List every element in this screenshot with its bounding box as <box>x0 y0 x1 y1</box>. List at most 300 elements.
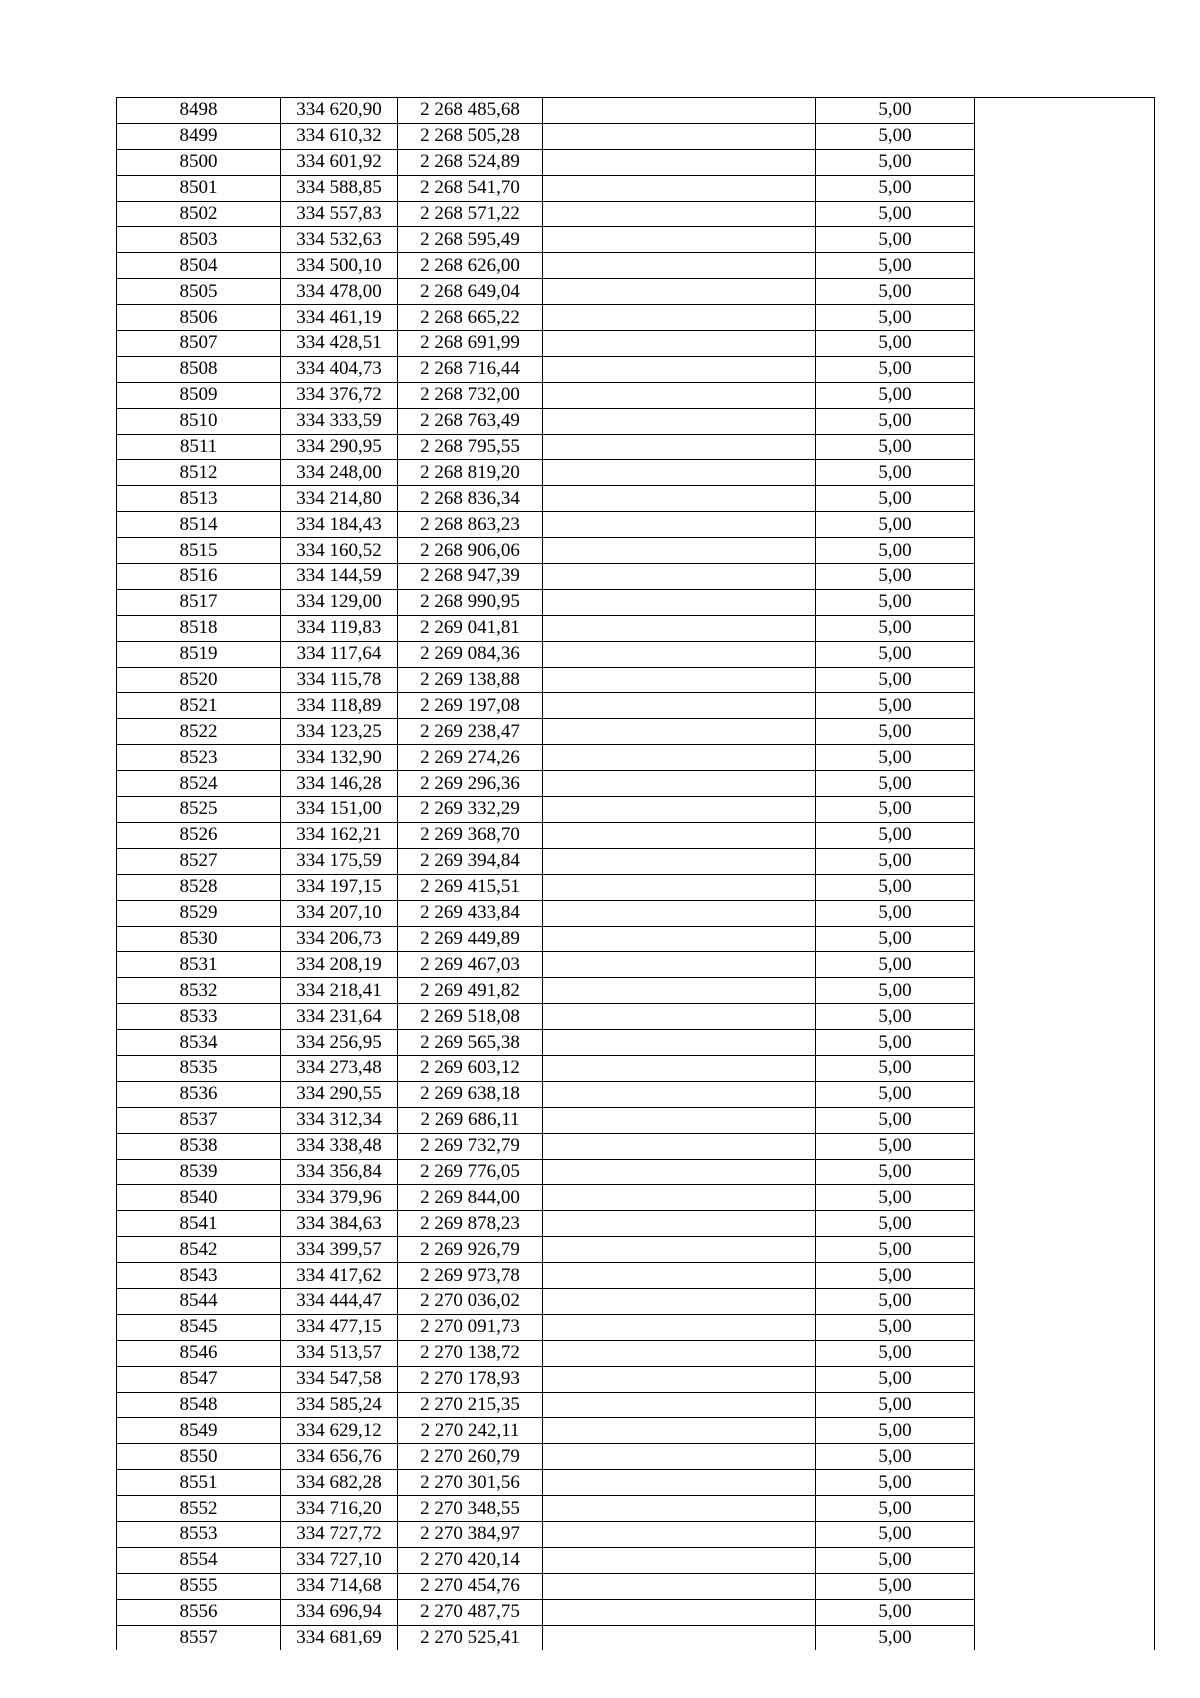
accuracy-cell: 5,00 <box>816 1133 975 1159</box>
y-coordinate-cell: 2 269 973,78 <box>398 1263 543 1289</box>
y-coordinate-cell: 2 268 732,00 <box>398 382 543 408</box>
y-coordinate-cell: 2 270 091,73 <box>398 1314 543 1340</box>
x-coordinate-cell: 334 477,15 <box>281 1314 398 1340</box>
table-row <box>117 1418 1155 1444</box>
table-row <box>117 1547 1155 1573</box>
y-coordinate-cell: 2 268 626,00 <box>398 253 543 279</box>
table-row <box>117 331 1155 357</box>
accuracy-cell: 5,00 <box>816 175 975 201</box>
accuracy-cell: 5,00 <box>816 900 975 926</box>
accuracy-cell: 5,00 <box>816 434 975 460</box>
x-coordinate-cell: 334 727,10 <box>281 1547 398 1573</box>
empty-cell <box>975 227 1155 253</box>
y-coordinate-cell: 2 268 649,04 <box>398 279 543 305</box>
empty-cell <box>543 952 816 978</box>
table-row <box>117 1133 1155 1159</box>
accuracy-cell: 5,00 <box>816 486 975 512</box>
point-number-cell: 8498 <box>117 98 281 124</box>
table-row <box>117 175 1155 201</box>
y-coordinate-cell: 2 269 638,18 <box>398 1081 543 1107</box>
coordinates-table-body <box>117 98 1155 1651</box>
y-coordinate-cell: 2 269 274,26 <box>398 745 543 771</box>
empty-cell <box>975 952 1155 978</box>
table-row <box>117 1211 1155 1237</box>
x-coordinate-cell: 334 399,57 <box>281 1237 398 1263</box>
x-coordinate-cell: 334 404,73 <box>281 356 398 382</box>
accuracy-cell: 5,00 <box>816 771 975 797</box>
empty-cell <box>543 1340 816 1366</box>
point-number-cell: 8516 <box>117 564 281 590</box>
empty-cell <box>975 1055 1155 1081</box>
empty-cell <box>975 1159 1155 1185</box>
x-coordinate-cell: 334 115,78 <box>281 667 398 693</box>
point-number-cell: 8529 <box>117 900 281 926</box>
x-coordinate-cell: 334 379,96 <box>281 1185 398 1211</box>
empty-cell <box>543 667 816 693</box>
x-coordinate-cell: 334 123,25 <box>281 719 398 745</box>
y-coordinate-cell: 2 270 525,41 <box>398 1625 543 1650</box>
x-coordinate-cell: 334 601,92 <box>281 149 398 175</box>
point-number-cell: 8506 <box>117 305 281 331</box>
table-row <box>117 1599 1155 1625</box>
table-row <box>117 253 1155 279</box>
x-coordinate-cell: 334 588,85 <box>281 175 398 201</box>
table-row <box>117 615 1155 641</box>
accuracy-cell: 5,00 <box>816 1547 975 1573</box>
table-row <box>117 356 1155 382</box>
point-number-cell: 8524 <box>117 771 281 797</box>
accuracy-cell: 5,00 <box>816 1340 975 1366</box>
x-coordinate-cell: 334 417,62 <box>281 1263 398 1289</box>
y-coordinate-cell: 2 270 178,93 <box>398 1366 543 1392</box>
y-coordinate-cell: 2 269 332,29 <box>398 797 543 823</box>
x-coordinate-cell: 334 585,24 <box>281 1392 398 1418</box>
x-coordinate-cell: 334 231,64 <box>281 1004 398 1030</box>
empty-cell <box>543 1237 816 1263</box>
point-number-cell: 8545 <box>117 1314 281 1340</box>
empty-cell <box>543 1081 816 1107</box>
table-row <box>117 305 1155 331</box>
y-coordinate-cell: 2 269 296,36 <box>398 771 543 797</box>
table-row <box>117 1107 1155 1133</box>
empty-cell <box>975 1340 1155 1366</box>
accuracy-cell: 5,00 <box>816 98 975 124</box>
empty-cell <box>975 1004 1155 1030</box>
point-number-cell: 8543 <box>117 1263 281 1289</box>
point-number-cell: 8547 <box>117 1366 281 1392</box>
empty-cell <box>975 615 1155 641</box>
table-row <box>117 771 1155 797</box>
point-number-cell: 8556 <box>117 1599 281 1625</box>
empty-cell <box>975 253 1155 279</box>
empty-cell <box>543 1263 816 1289</box>
accuracy-cell: 5,00 <box>816 719 975 745</box>
empty-cell <box>543 434 816 460</box>
x-coordinate-cell: 334 206,73 <box>281 926 398 952</box>
y-coordinate-cell: 2 270 420,14 <box>398 1547 543 1573</box>
table-row <box>117 279 1155 305</box>
empty-cell <box>543 486 816 512</box>
empty-cell <box>975 771 1155 797</box>
y-coordinate-cell: 2 270 348,55 <box>398 1496 543 1522</box>
accuracy-cell: 5,00 <box>816 978 975 1004</box>
y-coordinate-cell: 2 269 415,51 <box>398 874 543 900</box>
empty-cell <box>975 1366 1155 1392</box>
empty-cell <box>543 1107 816 1133</box>
y-coordinate-cell: 2 268 665,22 <box>398 305 543 331</box>
table-row <box>117 201 1155 227</box>
y-coordinate-cell: 2 269 732,79 <box>398 1133 543 1159</box>
empty-cell <box>975 149 1155 175</box>
empty-cell <box>543 1133 816 1159</box>
empty-cell <box>975 1521 1155 1547</box>
empty-cell <box>975 978 1155 1004</box>
accuracy-cell: 5,00 <box>816 693 975 719</box>
point-number-cell: 8536 <box>117 1081 281 1107</box>
point-number-cell: 8551 <box>117 1470 281 1496</box>
y-coordinate-cell: 2 269 041,81 <box>398 615 543 641</box>
x-coordinate-cell: 334 557,83 <box>281 201 398 227</box>
accuracy-cell: 5,00 <box>816 1444 975 1470</box>
accuracy-cell: 5,00 <box>816 797 975 823</box>
accuracy-cell: 5,00 <box>816 641 975 667</box>
x-coordinate-cell: 334 175,59 <box>281 848 398 874</box>
y-coordinate-cell: 2 268 819,20 <box>398 460 543 486</box>
point-number-cell: 8514 <box>117 512 281 538</box>
table-row <box>117 1263 1155 1289</box>
y-coordinate-cell: 2 268 863,23 <box>398 512 543 538</box>
y-coordinate-cell: 2 270 036,02 <box>398 1288 543 1314</box>
x-coordinate-cell: 334 197,15 <box>281 874 398 900</box>
accuracy-cell: 5,00 <box>816 408 975 434</box>
empty-cell <box>975 848 1155 874</box>
x-coordinate-cell: 334 208,19 <box>281 952 398 978</box>
point-number-cell: 8500 <box>117 149 281 175</box>
empty-cell <box>975 667 1155 693</box>
x-coordinate-cell: 334 146,28 <box>281 771 398 797</box>
table-row <box>117 641 1155 667</box>
table-row <box>117 719 1155 745</box>
empty-cell <box>543 1547 816 1573</box>
table-row <box>117 978 1155 1004</box>
x-coordinate-cell: 334 500,10 <box>281 253 398 279</box>
accuracy-cell: 5,00 <box>816 1288 975 1314</box>
empty-cell <box>543 1314 816 1340</box>
empty-cell <box>543 615 816 641</box>
point-number-cell: 8557 <box>179 1626 218 1648</box>
point-number-cell: 8544 <box>117 1288 281 1314</box>
accuracy-cell: 5,00 <box>816 1521 975 1547</box>
empty-cell <box>975 719 1155 745</box>
x-coordinate-cell: 334 214,80 <box>281 486 398 512</box>
x-coordinate-cell: 334 547,58 <box>281 1366 398 1392</box>
point-number-cell: 8538 <box>117 1133 281 1159</box>
y-coordinate-cell: 2 269 138,88 <box>398 667 543 693</box>
table-row <box>117 667 1155 693</box>
x-coordinate-cell: 334 376,72 <box>281 382 398 408</box>
accuracy-cell: 5,00 <box>816 512 975 538</box>
point-number-cell: 8525 <box>117 797 281 823</box>
y-coordinate-cell: 2 269 449,89 <box>398 926 543 952</box>
y-coordinate-cell: 2 268 990,95 <box>398 589 543 615</box>
empty-cell <box>543 460 816 486</box>
point-number-cell: 8523 <box>117 745 281 771</box>
point-number-cell: 8518 <box>117 615 281 641</box>
accuracy-cell: 5,00 <box>816 1418 975 1444</box>
empty-cell <box>975 382 1155 408</box>
y-coordinate-cell: 2 269 878,23 <box>398 1211 543 1237</box>
empty-cell <box>975 745 1155 771</box>
y-coordinate-cell: 2 269 467,03 <box>398 952 543 978</box>
table-row <box>117 98 1155 124</box>
y-coordinate-cell: 2 268 763,49 <box>398 408 543 434</box>
accuracy-cell: 5,00 <box>816 1573 975 1599</box>
point-number-cell: 8539 <box>117 1159 281 1185</box>
point-number-cell: 8535 <box>117 1055 281 1081</box>
table-row <box>117 434 1155 460</box>
x-coordinate-cell: 334 312,34 <box>281 1107 398 1133</box>
table-row <box>117 1055 1155 1081</box>
table-row <box>117 227 1155 253</box>
point-number-cell: 8517 <box>117 589 281 615</box>
empty-cell <box>975 874 1155 900</box>
table-row <box>117 123 1155 149</box>
accuracy-cell: 5,00 <box>816 149 975 175</box>
point-number-cell: 8505 <box>117 279 281 305</box>
empty-cell <box>975 797 1155 823</box>
x-coordinate-cell: 334 656,76 <box>281 1444 398 1470</box>
table-row <box>117 1625 1155 1650</box>
accuracy-cell: 5,00 <box>816 952 975 978</box>
x-coordinate-cell: 334 162,21 <box>281 822 398 848</box>
y-coordinate-cell: 2 268 691,99 <box>398 331 543 357</box>
y-coordinate-cell: 2 269 084,36 <box>398 641 543 667</box>
table-row <box>117 1288 1155 1314</box>
accuracy-cell: 5,00 <box>816 123 975 149</box>
y-coordinate-cell: 2 269 491,82 <box>398 978 543 1004</box>
point-number-cell: 8555 <box>117 1573 281 1599</box>
accuracy-cell: 5,00 <box>816 926 975 952</box>
x-coordinate-cell: 334 716,20 <box>281 1496 398 1522</box>
table-row <box>117 1030 1155 1056</box>
empty-cell <box>543 305 816 331</box>
accuracy-cell: 5,00 <box>816 460 975 486</box>
empty-cell <box>975 1211 1155 1237</box>
empty-cell <box>975 1418 1155 1444</box>
table-row <box>117 1366 1155 1392</box>
x-coordinate-cell: 334 461,19 <box>281 305 398 331</box>
empty-cell <box>975 564 1155 590</box>
table-row <box>117 1392 1155 1418</box>
y-coordinate-cell: 2 269 844,00 <box>398 1185 543 1211</box>
point-number-cell: 8550 <box>117 1444 281 1470</box>
point-number-cell: 8549 <box>117 1418 281 1444</box>
accuracy-cell: 5,00 <box>816 1081 975 1107</box>
table-row <box>117 564 1155 590</box>
table-row <box>117 1521 1155 1547</box>
empty-cell <box>975 1314 1155 1340</box>
x-coordinate-cell: 334 129,00 <box>281 589 398 615</box>
empty-cell <box>543 1366 816 1392</box>
x-coordinate-cell: 334 248,00 <box>281 460 398 486</box>
y-coordinate-cell: 2 269 197,08 <box>398 693 543 719</box>
x-coordinate-cell: 334 478,00 <box>281 279 398 305</box>
y-coordinate-cell: 2 269 238,47 <box>398 719 543 745</box>
empty-cell <box>975 641 1155 667</box>
table-row <box>117 693 1155 719</box>
empty-cell <box>975 486 1155 512</box>
y-coordinate-cell: 2 268 571,22 <box>398 201 543 227</box>
table-row <box>117 460 1155 486</box>
y-coordinate-cell: 2 268 836,34 <box>398 486 543 512</box>
empty-cell <box>543 822 816 848</box>
point-number-cell: 8515 <box>117 538 281 564</box>
empty-cell <box>543 356 816 382</box>
x-coordinate-cell: 334 160,52 <box>281 538 398 564</box>
y-coordinate-cell: 2 269 368,70 <box>398 822 543 848</box>
empty-cell <box>543 538 816 564</box>
accuracy-cell: 5,00 <box>816 589 975 615</box>
point-number-cell: 8509 <box>117 382 281 408</box>
empty-cell <box>543 1521 816 1547</box>
accuracy-cell: 5,00 <box>816 1625 975 1650</box>
y-coordinate-cell: 2 269 394,84 <box>398 848 543 874</box>
x-coordinate-cell: 334 119,83 <box>281 615 398 641</box>
empty-cell <box>543 848 816 874</box>
accuracy-cell: 5,00 <box>816 1185 975 1211</box>
point-number-cell: 8519 <box>117 641 281 667</box>
point-number-cell: 8512 <box>117 460 281 486</box>
accuracy-cell: 5,00 <box>816 1237 975 1263</box>
table-row <box>117 1470 1155 1496</box>
empty-cell <box>975 1133 1155 1159</box>
point-number-cell: 8542 <box>117 1237 281 1263</box>
table-row <box>117 848 1155 874</box>
y-coordinate-cell: 2 269 565,38 <box>398 1030 543 1056</box>
empty-cell <box>975 1496 1155 1522</box>
point-number-cell: 8510 <box>117 408 281 434</box>
empty-cell <box>975 512 1155 538</box>
empty-cell <box>543 382 816 408</box>
y-coordinate-cell: 2 270 215,35 <box>398 1392 543 1418</box>
empty-cell <box>543 771 816 797</box>
table-row <box>117 1573 1155 1599</box>
point-number-cell: 8526 <box>117 822 281 848</box>
point-number-cell: 8504 <box>117 253 281 279</box>
y-coordinate-cell: 2 269 776,05 <box>398 1159 543 1185</box>
accuracy-cell: 5,00 <box>816 1004 975 1030</box>
accuracy-cell: 5,00 <box>816 1211 975 1237</box>
accuracy-cell: 5,00 <box>816 331 975 357</box>
accuracy-cell: 5,00 <box>816 1263 975 1289</box>
x-coordinate-cell: 334 444,47 <box>281 1288 398 1314</box>
point-number-cell: 8511 <box>117 434 281 460</box>
x-coordinate-cell: 334 273,48 <box>281 1055 398 1081</box>
accuracy-cell: 5,00 <box>816 1599 975 1625</box>
x-coordinate-cell: 334 681,69 <box>281 1625 398 1650</box>
x-coordinate-cell: 334 207,10 <box>281 900 398 926</box>
point-number-cell: 8507 <box>117 331 281 357</box>
y-coordinate-cell: 2 270 384,97 <box>398 1521 543 1547</box>
x-coordinate-cell: 334 338,48 <box>281 1133 398 1159</box>
empty-cell <box>543 98 816 124</box>
empty-cell <box>543 1599 816 1625</box>
x-coordinate-cell: 334 610,32 <box>281 123 398 149</box>
table-row <box>117 1159 1155 1185</box>
table-row <box>117 1237 1155 1263</box>
point-number-cell: 8530 <box>117 926 281 952</box>
empty-cell <box>543 123 816 149</box>
point-number-cell: 8520 <box>117 667 281 693</box>
x-coordinate-cell: 334 290,95 <box>281 434 398 460</box>
accuracy-cell: 5,00 <box>816 1030 975 1056</box>
empty-cell <box>975 822 1155 848</box>
accuracy-cell: 5,00 <box>816 279 975 305</box>
empty-cell <box>975 1288 1155 1314</box>
empty-cell <box>543 512 816 538</box>
y-coordinate-cell: 2 268 485,68 <box>398 98 543 124</box>
x-coordinate-cell: 334 132,90 <box>281 745 398 771</box>
y-coordinate-cell: 2 270 242,11 <box>398 1418 543 1444</box>
y-coordinate-cell: 2 269 433,84 <box>398 900 543 926</box>
accuracy-cell: 5,00 <box>816 745 975 771</box>
empty-cell <box>543 745 816 771</box>
x-coordinate-cell: 334 144,59 <box>281 564 398 590</box>
empty-cell <box>975 305 1155 331</box>
y-coordinate-cell: 2 270 260,79 <box>398 1444 543 1470</box>
empty-cell <box>975 434 1155 460</box>
table-row <box>117 1340 1155 1366</box>
table-row <box>117 1081 1155 1107</box>
x-coordinate-cell: 334 696,94 <box>281 1599 398 1625</box>
coordinates-table <box>116 97 1155 1650</box>
accuracy-cell: 5,00 <box>816 305 975 331</box>
table-row <box>117 1185 1155 1211</box>
empty-cell <box>543 279 816 305</box>
empty-cell <box>975 900 1155 926</box>
empty-cell <box>975 98 1155 124</box>
y-coordinate-cell: 2 268 795,55 <box>398 434 543 460</box>
accuracy-cell: 5,00 <box>816 253 975 279</box>
empty-cell <box>975 926 1155 952</box>
empty-cell <box>975 1263 1155 1289</box>
empty-cell <box>543 408 816 434</box>
point-number-cell: 8503 <box>117 227 281 253</box>
accuracy-cell: 5,00 <box>816 822 975 848</box>
accuracy-cell: 5,00 <box>816 1159 975 1185</box>
point-number-cell: 8499 <box>117 123 281 149</box>
point-number-cell: 8540 <box>117 1185 281 1211</box>
point-number-cell: 8501 <box>117 175 281 201</box>
accuracy-cell: 5,00 <box>816 1107 975 1133</box>
empty-cell <box>975 1599 1155 1625</box>
x-coordinate-cell: 334 629,12 <box>281 1418 398 1444</box>
empty-cell <box>975 1237 1155 1263</box>
x-coordinate-cell: 334 218,41 <box>281 978 398 1004</box>
empty-cell <box>543 1496 816 1522</box>
empty-cell <box>975 589 1155 615</box>
empty-cell <box>543 1418 816 1444</box>
table-row <box>117 874 1155 900</box>
table-row <box>117 952 1155 978</box>
empty-cell <box>975 279 1155 305</box>
point-number-cell: 8522 <box>117 719 281 745</box>
point-number-cell: 8534 <box>117 1030 281 1056</box>
empty-cell <box>543 1444 816 1470</box>
table-row <box>117 745 1155 771</box>
empty-cell <box>975 1444 1155 1470</box>
point-number-cell: 8508 <box>117 356 281 382</box>
